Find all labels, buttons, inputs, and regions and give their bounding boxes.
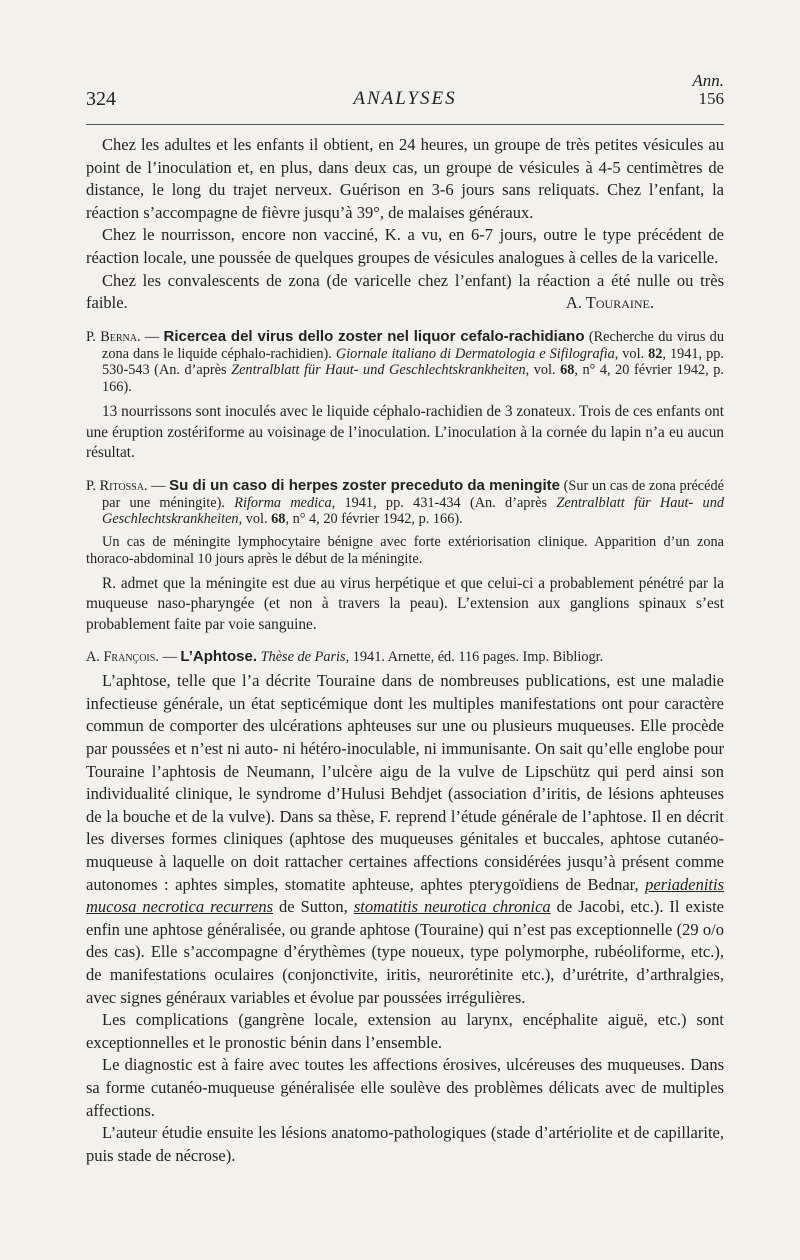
paragraph bbox=[86, 670, 724, 1009]
reference-author: P. Berna. bbox=[86, 328, 141, 345]
paragraph: Les complications (gangrène locale, extension au larynx, encéphalite aiguë, etc.) sont exceptionnelles et le pronostic bénin dans l’ensemble. bbox=[86, 1010, 724, 1052]
reference-text: , n° 4, 20 février 1942, p. 166). bbox=[102, 362, 724, 396]
paragraph: 13 nourrissons sont inoculés avec le liquide céphalo-rachidien de 3 zonateux. Trois de ces enfants ont une éruption zostériforme au voisinage de l’inoculation. L’inoculation à la cornée du lapin n’a eu aucun résultat. bbox=[86, 402, 724, 462]
reference-text: , 1941, pp. 431-434 (An. d’après bbox=[331, 494, 557, 511]
reference-text: (Recherche du virus du zona dans le liquide céphalo-rachidien). bbox=[102, 328, 724, 362]
reference-dash: — bbox=[147, 477, 170, 494]
annales-reference bbox=[692, 72, 724, 108]
reference-text: , vol. bbox=[614, 345, 649, 362]
paragraph: Chez le nourrisson, encore non vacciné, K. a vu, en 6-7 jours, outre le type précédent de réaction locale, une poussée de quelques groupes de vésicules analogues à celles de la varicelle. bbox=[86, 225, 724, 267]
paragraph-italic: stomatitis neurotica chronica bbox=[353, 897, 551, 917]
page-number: 324 bbox=[86, 88, 116, 110]
reference-text: (Sur un cas de zona précédé par une méningite). bbox=[102, 477, 724, 511]
paragraph-text: L’aphtose, telle que l’a décrite Touraine dans de nombreuses publications, est une maladie infectieuse générale, un état septicémique dont les multiples manifestations ont pour caractère commun de comporter des ulcérations aphteuses sur une ou plusieurs muqueuses. Elle procède par poussées et n’est ni auto- ni hétéro-inoculable, ni immunisante. On sait qu’elle englobe pour Touraine l’aphtosis de Neumann, l’ulcère aigu de la vulve de Lipschütz qui perd ainsi son individualité clinique, le syndrome d’Hulusi Behdjet (association d’iritis, de lésions aphteuses de la bouche et de la vulve). Dans sa thèse, F. reprend l’étude générale de l’aphtose. Il en décrit les diverses formes cliniques (aphtose des muqueuses génitales et buccales, aphtose cutanéo-muqueuse à laquelle on doit rattacher certaines affections considérées jusqu’à présent comme autonomes : aphtes simples, stomatite aphteuse, aphtes pterygoïdiens de Bednar, bbox=[86, 671, 724, 894]
paragraph: Un cas de méningite lymphocytaire bénigne avec forte extériorisation clinique. Apparition d’un zona thoraco-abdominal 10 jours après le début de la méningite. bbox=[86, 534, 724, 567]
reference-title: L’Aphtose. bbox=[180, 648, 258, 666]
reference-entry bbox=[86, 329, 724, 396]
reference-dash: — bbox=[140, 328, 164, 345]
header-rule bbox=[86, 124, 724, 125]
reference-text: , 1941, pp. 530-543 (An. d’après bbox=[102, 345, 724, 379]
paragraph: L’auteur étudie ensuite les lésions anatomo-pathologiques (stade d’artériolite et de capillarite, puis stade de nécrose). bbox=[86, 1123, 724, 1165]
paragraph-italic: periadenitis mucosa necrotica recurrens bbox=[86, 874, 724, 917]
article-body bbox=[86, 134, 724, 1167]
reference-text: , n° 4, 20 février 1942, p. 166). bbox=[285, 511, 463, 528]
reference-volume: 68 bbox=[560, 362, 575, 379]
reference-journal: Riforma medica bbox=[234, 494, 332, 511]
reference-journal: Zentralblatt für Haut- und Geschlechtskrankheiten bbox=[231, 362, 526, 379]
reference-text: , vol. bbox=[525, 362, 561, 379]
reference-journal: Giornale italiano di Dermatologia e Sifilografia bbox=[335, 345, 615, 362]
reference-entry bbox=[86, 478, 724, 528]
reference-thesis: Thèse de Paris bbox=[260, 649, 346, 666]
reference-volume: 68 bbox=[271, 511, 286, 528]
reference-title: Su di un caso di herpes zoster preceduto da meningite bbox=[169, 476, 560, 494]
reference-text: , vol. bbox=[238, 511, 272, 528]
paragraph: Le diagnostic est à faire avec toutes les affections érosives, ulcéreuses des muqueuses. Dans sa forme cutanéo-muqueuse généralisée elle soulève des problèmes délicats avec de multiples affections. bbox=[86, 1055, 724, 1120]
reference-volume: 82 bbox=[648, 345, 663, 362]
signature: A. Touraine. bbox=[565, 293, 654, 313]
page-header bbox=[86, 71, 724, 114]
paragraph bbox=[86, 270, 724, 315]
ann-number: 156 bbox=[698, 89, 724, 108]
reference-entry bbox=[86, 649, 724, 666]
ann-label: Ann. bbox=[692, 71, 724, 90]
reference-dash: — bbox=[158, 649, 181, 666]
reference-title: Ricercea del virus dello zoster nel liquor cefalo-rachidiano bbox=[163, 327, 585, 345]
running-title: ANALYSES bbox=[353, 88, 457, 109]
paragraph-text: de Sutton, bbox=[273, 897, 354, 917]
reference-journal: Zentralblatt für Haut- und Geschlechtskrankheiten bbox=[102, 494, 724, 528]
reference-text: , 1941. Arnette, éd. 116 pages. Imp. Bibliogr. bbox=[345, 649, 604, 666]
paragraph: Chez les adultes et les enfants il obtient, en 24 heures, un groupe de très petites vésicules au point de l’inoculation et, en plus, dans deux cas, un groupe de vésicules à 4-5 centimètres de distance, le long du trajet nerveux. Guérison en 3-6 jours sans reliquats. Chez l’enfant, la réaction s’accompagne de fièvre jusqu’à 39°, de malaises généraux. bbox=[86, 135, 724, 222]
paragraph-text: Chez les convalescents de zona (de varicelle chez l’enfant) la réaction a été nulle ou très faible. bbox=[86, 270, 724, 313]
paragraph: R. admet que la méningite est due au virus herpétique et que celui-ci a probablement pénétré par la muqueuse naso-pharyngée (et non à travers la peau). L’extension aux ganglions spinaux s’est probablement faite par voie sanguine. bbox=[86, 574, 724, 633]
reference-author: A. François. bbox=[86, 649, 159, 666]
reference-author: P. Ritossa. bbox=[86, 477, 148, 494]
paragraph-text: de Jacobi, etc.). Il existe enfin une aphtose généralisée, ou grande aphtose (Touraine) qui n’est pas exceptionnelle (29 o/o des cas). Elle s’accompagne d’érythèmes (type noueux, type polymorphe, rubéoliforme, etc.), de manifestations oculaires (conjonctivite, iritis, neurorétinite etc.), d’urétrite, d’arthralgies, avec signes généraux variables et évolue par poussées irrégulières. bbox=[86, 897, 724, 1007]
